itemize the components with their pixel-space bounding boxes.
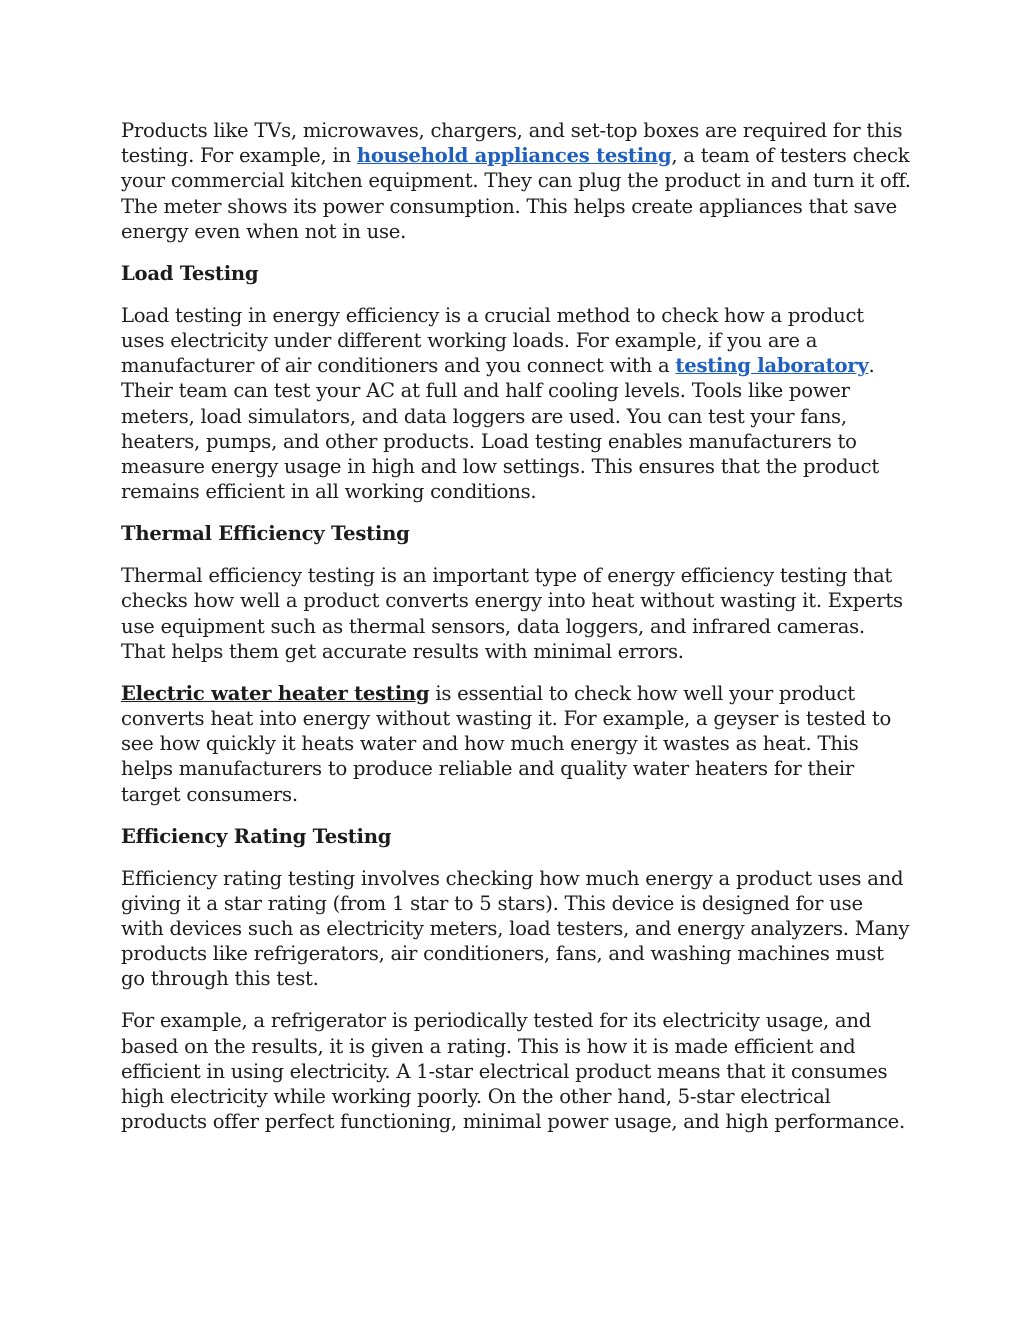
load-text-end: . Their team can test your AC at full and half cooling levels. Tools like power meters, load simulators, and data loggers are used. You can test your fans, heaters, pumps, and other products. Load testing enables manufacturers to measure energy usage in high and low settings. This ensures that the product remains efficient in all working conditions. xyxy=(121,354,880,504)
household-appliances-testing-link[interactable]: household appliances testing xyxy=(356,144,672,168)
intro-text-end: , a team of testers check your commercial kitchen equipment. They can plug the product in and turn it off. The meter shows its power consumption. This helps create appliances that save energy even when not in use. xyxy=(121,144,911,243)
thermal-efficiency-paragraph: Thermal efficiency testing is an important type of energy efficiency testing that checks how well a product converts energy into heat without wasting it. Experts use equipment such as thermal sensors, data loggers, and infrared cameras. That helps them get accurate results with minimal errors. xyxy=(121,564,903,663)
load-testing-heading: Load Testing xyxy=(121,261,259,285)
water-heater-text: is essential to check how well your product converts heat into energy without wasting it. For example, a geyser is tested to see how quickly it heats water and how much energy it wastes as heat. This helps manufacturers to produce reliable and quality water heaters for their target consumers. xyxy=(121,681,892,806)
load-text-start: Load testing in energy efficiency is a crucial method to check how a product uses electricity under different working loads. For example, if you are a manufacturer of air conditioners and you connect with a xyxy=(121,303,864,378)
refrigerator-example-paragraph: For example, a refrigerator is periodically tested for its electricity usage, and based on the results, it is given a rating. This is how it is made efficient and efficient in using electricity. A 1-star electrical product means that it consumes high electricity while working poorly. On the other hand, 5-star electrical products offer perfect functioning, minimal power usage, and high performance. xyxy=(121,1009,906,1134)
intro-paragraph xyxy=(121,118,911,244)
water-heater-paragraph xyxy=(121,681,911,807)
efficiency-rating-heading: Efficiency Rating Testing xyxy=(121,824,392,848)
electric-water-heater-testing-link[interactable]: Electric water heater testing xyxy=(121,681,430,705)
testing-laboratory-link[interactable]: testing laboratory xyxy=(675,354,869,378)
document-body xyxy=(121,118,911,1151)
intro-text-start: Products like TVs, microwaves, chargers, and set-top boxes are required for this testing. For example, in xyxy=(121,119,903,168)
load-testing-paragraph xyxy=(121,303,911,505)
efficiency-rating-paragraph: Efficiency rating testing involves checking how much energy a product uses and giving it a star rating (from 1 star to 5 stars). This device is designed for use with devices such as electricity meters, load testers, and energy analyzers. Many products like refrigerators, air conditioners, fans, and washing machines must go through this test. xyxy=(121,866,910,991)
thermal-efficiency-heading: Thermal Efficiency Testing xyxy=(121,522,410,546)
